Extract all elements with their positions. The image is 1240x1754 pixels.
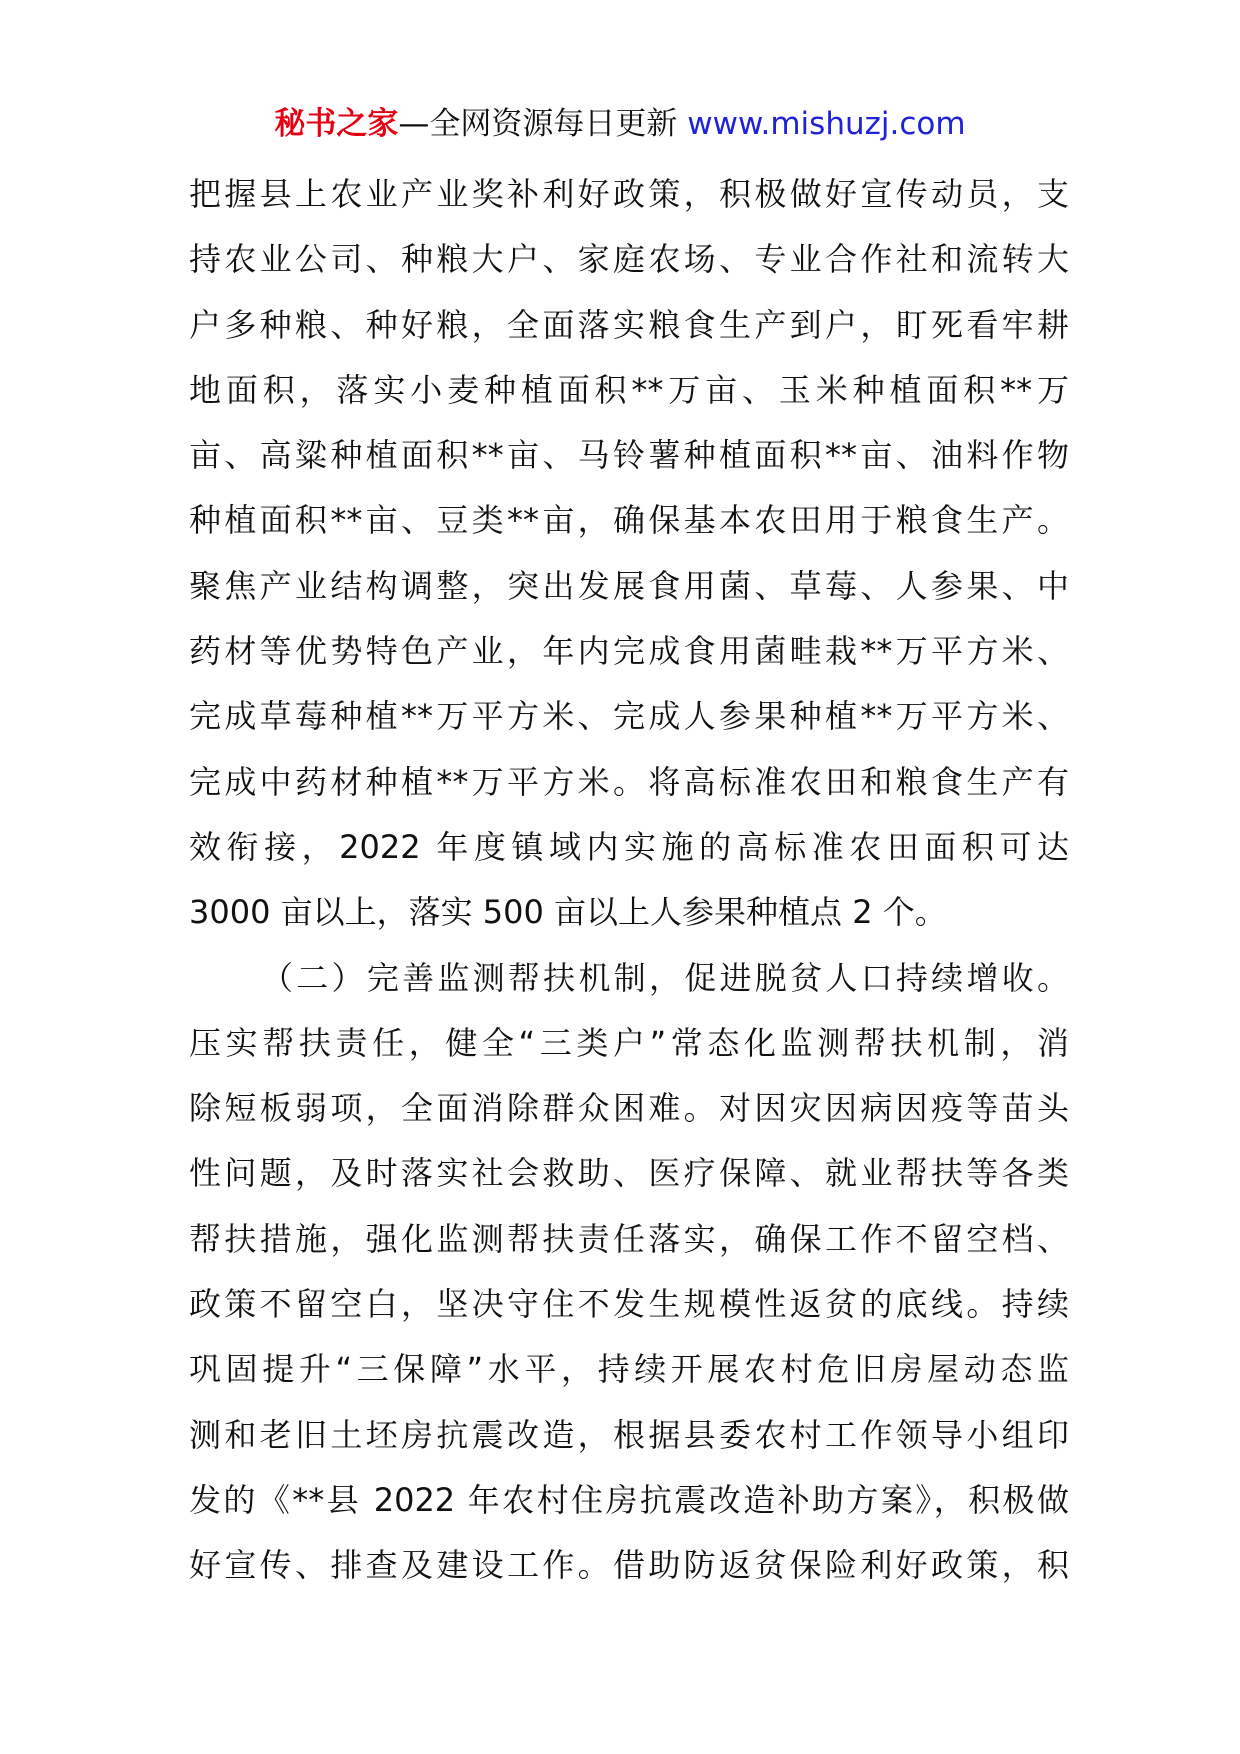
header-tagline: —全网资源每日更新 — [398, 106, 678, 142]
text-line: 持农业公司、种粮大户、家庭农场、专业合作社和流转大 — [189, 240, 1069, 279]
text-line: 把握县上农业产业奖补利好政策，积极做好宣传动员，支 — [189, 175, 1069, 213]
text-line: 除短板弱项，全面消除群众困难。对因灾因病因疫等苗头 — [189, 1089, 1069, 1128]
text-line: 性问题，及时落实社会救助、医疗保障、就业帮扶等各类 — [189, 1154, 1069, 1193]
brand-name: 秘书之家 — [274, 106, 399, 142]
text-line: 地面积，落实小麦种植面积**万亩、玉米种植面积**万 — [189, 370, 1069, 409]
text-line: 效衔接，2022 年度镇域内实施的高标准农田面积可达 — [189, 827, 1069, 866]
text-line: 3000 亩以上，落实 500 亩以上人参果种植点 2 个。 — [189, 893, 947, 932]
page-header — [0, 100, 1240, 148]
section-heading: （二）完善监测帮扶机制，促进脱贫人口持续增收。 — [261, 958, 1069, 997]
text-line: 好宣传、排查及建设工作。借助防返贫保险利好政策，积 — [189, 1546, 1069, 1585]
text-line: 药材等优势特色产业，年内完成食用菌畦栽**万平方米、 — [189, 632, 1069, 671]
document-body — [189, 162, 1069, 1599]
text-line: 测和老旧土坯房抗震改造，根据县委农村工作领导小组印 — [189, 1415, 1069, 1454]
text-line: 压实帮扶责任，健全“三类户”常态化监测帮扶机制，消 — [189, 1023, 1069, 1062]
text-line: 巩固提升“三保障”水平，持续开展农村危旧房屋动态监 — [189, 1350, 1069, 1389]
text-line: 户多种粮、种好粮，全面落实粮食生产到户，盯死看牢耕 — [189, 305, 1069, 344]
text-line: 政策不留空白，坚决守住不发生规模性返贫的底线。持续 — [189, 1285, 1069, 1324]
text-line: 种植面积**亩、豆类**亩，确保基本农田用于粮食生产。 — [189, 501, 1069, 540]
text-line: 亩、高粱种植面积**亩、马铃薯种植面积**亩、油料作物 — [189, 436, 1069, 475]
website-url[interactable]: www.mishuzj.com — [687, 106, 966, 142]
text-line: 完成中药材种植**万平方米。将高标准农田和粮食生产有 — [189, 762, 1069, 801]
text-line: 发的《**县 2022 年农村住房抗震改造补助方案》，积极做 — [189, 1480, 1069, 1519]
text-line: 帮扶措施，强化监测帮扶责任落实，确保工作不留空档、 — [189, 1219, 1069, 1258]
text-line: 完成草莓种植**万平方米、完成人参果种植**万平方米、 — [189, 697, 1069, 736]
text-line: 聚焦产业结构调整，突出发展食用菌、草莓、人参果、中 — [189, 566, 1069, 605]
